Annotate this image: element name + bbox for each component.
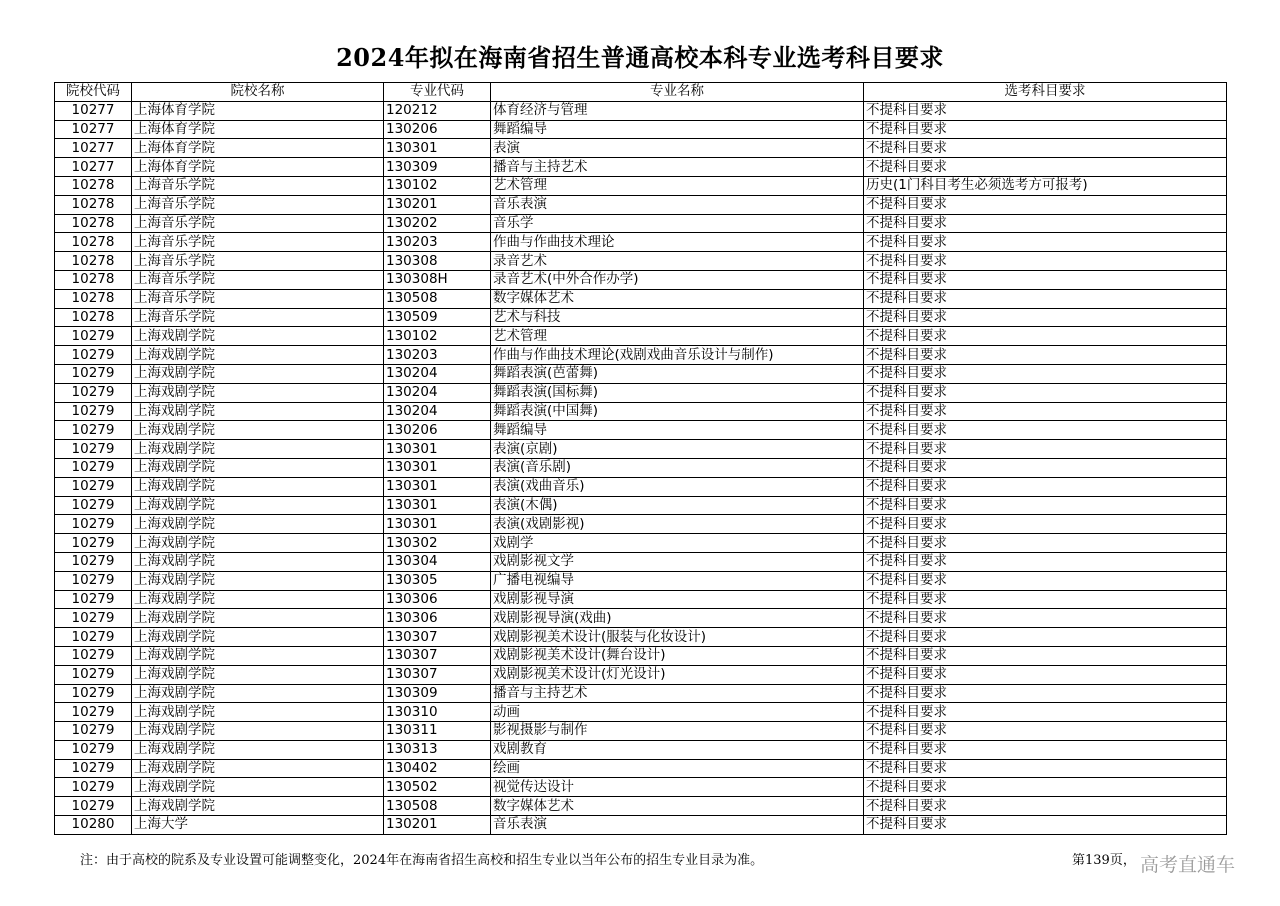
major-code-cell: 130309 xyxy=(384,158,491,177)
school-code-cell: 10279 xyxy=(55,665,132,684)
major-code-cell: 130306 xyxy=(384,590,491,609)
school-name-cell: 上海戏剧学院 xyxy=(132,552,384,571)
subject-requirement-cell: 不提科目要求 xyxy=(864,571,1227,590)
major-code-cell: 130306 xyxy=(384,609,491,628)
major-name-cell: 表演(音乐剧) xyxy=(491,458,864,477)
major-name-cell: 数字媒体艺术 xyxy=(491,797,864,816)
major-code-cell: 130301 xyxy=(384,440,491,459)
school-code-cell: 10277 xyxy=(55,158,132,177)
school-name-cell: 上海戏剧学院 xyxy=(132,646,384,665)
school-name-cell: 上海音乐学院 xyxy=(132,289,384,308)
school-code-cell: 10277 xyxy=(55,139,132,158)
table-row xyxy=(55,214,1227,233)
major-name-cell: 艺术管理 xyxy=(491,176,864,195)
major-name-cell: 戏剧学 xyxy=(491,534,864,553)
table-row xyxy=(55,740,1227,759)
school-code-cell: 10279 xyxy=(55,346,132,365)
major-code-cell: 130509 xyxy=(384,308,491,327)
major-name-cell: 广播电视编导 xyxy=(491,571,864,590)
major-name-cell: 音乐学 xyxy=(491,214,864,233)
table-row xyxy=(55,458,1227,477)
major-code-cell: 130502 xyxy=(384,778,491,797)
table-row xyxy=(55,797,1227,816)
major-name-cell: 数字媒体艺术 xyxy=(491,289,864,308)
table-row xyxy=(55,158,1227,177)
major-code-cell: 130307 xyxy=(384,665,491,684)
major-name-cell: 舞蹈编导 xyxy=(491,421,864,440)
school-name-cell: 上海戏剧学院 xyxy=(132,740,384,759)
school-code-cell: 10279 xyxy=(55,327,132,346)
major-code-cell: 130204 xyxy=(384,402,491,421)
major-code-cell: 130310 xyxy=(384,703,491,722)
major-name-cell: 表演(戏曲音乐) xyxy=(491,477,864,496)
table-row xyxy=(55,364,1227,383)
table-row xyxy=(55,552,1227,571)
school-name-cell: 上海戏剧学院 xyxy=(132,458,384,477)
page-number: 第139页， xyxy=(1072,853,1136,868)
table-row xyxy=(55,176,1227,195)
subject-requirement-cell: 不提科目要求 xyxy=(864,628,1227,647)
header-subject-requirement: 选考科目要求 xyxy=(864,83,1227,102)
subject-requirement-cell: 不提科目要求 xyxy=(864,327,1227,346)
major-code-cell: 130201 xyxy=(384,195,491,214)
school-name-cell: 上海戏剧学院 xyxy=(132,797,384,816)
major-name-cell: 戏剧影视导演(戏曲) xyxy=(491,609,864,628)
table-row xyxy=(55,496,1227,515)
table-row xyxy=(55,252,1227,271)
table-row xyxy=(55,477,1227,496)
header-school-code: 院校代码 xyxy=(55,83,132,102)
subject-requirement-cell: 不提科目要求 xyxy=(864,797,1227,816)
school-code-cell: 10278 xyxy=(55,289,132,308)
subject-requirement-cell: 不提科目要求 xyxy=(864,383,1227,402)
school-name-cell: 上海体育学院 xyxy=(132,139,384,158)
school-name-cell: 上海体育学院 xyxy=(132,158,384,177)
table-row xyxy=(55,402,1227,421)
table-row xyxy=(55,327,1227,346)
subject-requirement-cell: 不提科目要求 xyxy=(864,139,1227,158)
school-code-cell: 10279 xyxy=(55,458,132,477)
major-code-cell: 130102 xyxy=(384,327,491,346)
school-code-cell: 10278 xyxy=(55,308,132,327)
subject-requirement-cell: 不提科目要求 xyxy=(864,214,1227,233)
school-code-cell: 10279 xyxy=(55,421,132,440)
major-code-cell: 130309 xyxy=(384,684,491,703)
subject-requirement-cell: 不提科目要求 xyxy=(864,233,1227,252)
major-code-cell: 130203 xyxy=(384,346,491,365)
subject-requirement-cell: 不提科目要求 xyxy=(864,816,1227,835)
subject-requirement-cell: 不提科目要求 xyxy=(864,684,1227,703)
major-name-cell: 播音与主持艺术 xyxy=(491,158,864,177)
major-name-cell: 音乐表演 xyxy=(491,816,864,835)
major-code-cell: 130204 xyxy=(384,364,491,383)
school-code-cell: 10279 xyxy=(55,722,132,741)
major-code-cell: 130301 xyxy=(384,496,491,515)
major-code-cell: 130201 xyxy=(384,816,491,835)
subject-requirement-cell: 不提科目要求 xyxy=(864,252,1227,271)
table-row xyxy=(55,571,1227,590)
school-code-cell: 10279 xyxy=(55,571,132,590)
major-name-cell: 舞蹈表演(芭蕾舞) xyxy=(491,364,864,383)
major-name-cell: 视觉传达设计 xyxy=(491,778,864,797)
school-code-cell: 10279 xyxy=(55,496,132,515)
subject-requirement-cell: 历史(1门科目考生必须选考方可报考) xyxy=(864,176,1227,195)
table-row xyxy=(55,101,1227,120)
table-row xyxy=(55,308,1227,327)
major-code-cell: 130308 xyxy=(384,252,491,271)
major-name-cell: 作曲与作曲技术理论 xyxy=(491,233,864,252)
header-major-name: 专业名称 xyxy=(491,83,864,102)
table-row xyxy=(55,534,1227,553)
major-name-cell: 戏剧影视导演 xyxy=(491,590,864,609)
school-code-cell: 10278 xyxy=(55,270,132,289)
major-code-cell: 130301 xyxy=(384,515,491,534)
major-code-cell: 130302 xyxy=(384,534,491,553)
school-code-cell: 10279 xyxy=(55,590,132,609)
school-name-cell: 上海戏剧学院 xyxy=(132,364,384,383)
school-name-cell: 上海戏剧学院 xyxy=(132,778,384,797)
table-row xyxy=(55,515,1227,534)
school-code-cell: 10277 xyxy=(55,101,132,120)
school-name-cell: 上海戏剧学院 xyxy=(132,515,384,534)
subject-requirement-cell: 不提科目要求 xyxy=(864,703,1227,722)
major-name-cell: 表演 xyxy=(491,139,864,158)
major-code-cell: 130304 xyxy=(384,552,491,571)
header-major-code: 专业代码 xyxy=(384,83,491,102)
school-code-cell: 10279 xyxy=(55,684,132,703)
major-name-cell: 表演(戏剧影视) xyxy=(491,515,864,534)
table-row xyxy=(55,195,1227,214)
school-code-cell: 10279 xyxy=(55,759,132,778)
school-name-cell: 上海音乐学院 xyxy=(132,214,384,233)
table-row xyxy=(55,590,1227,609)
subject-requirement-cell: 不提科目要求 xyxy=(864,308,1227,327)
school-name-cell: 上海戏剧学院 xyxy=(132,722,384,741)
major-code-cell: 130301 xyxy=(384,477,491,496)
school-code-cell: 10279 xyxy=(55,383,132,402)
major-name-cell: 戏剧影视文学 xyxy=(491,552,864,571)
table-row xyxy=(55,816,1227,835)
major-code-cell: 130508 xyxy=(384,797,491,816)
school-name-cell: 上海戏剧学院 xyxy=(132,440,384,459)
school-name-cell: 上海体育学院 xyxy=(132,120,384,139)
footer-note: 注：由于高校的院系及专业设置可能调整变化，2024年在海南省招生高校和招生专业以当年公布的招生专业目录为准。 xyxy=(80,853,764,868)
school-code-cell: 10278 xyxy=(55,252,132,271)
school-name-cell: 上海大学 xyxy=(132,816,384,835)
subject-requirement-cell: 不提科目要求 xyxy=(864,759,1227,778)
table-row xyxy=(55,665,1227,684)
major-code-cell: 120212 xyxy=(384,101,491,120)
subject-requirement-cell: 不提科目要求 xyxy=(864,440,1227,459)
table-row xyxy=(55,120,1227,139)
subject-requirement-cell: 不提科目要求 xyxy=(864,740,1227,759)
school-code-cell: 10279 xyxy=(55,534,132,553)
school-code-cell: 10278 xyxy=(55,176,132,195)
subject-requirement-cell: 不提科目要求 xyxy=(864,665,1227,684)
school-code-cell: 10279 xyxy=(55,402,132,421)
subject-requirement-cell: 不提科目要求 xyxy=(864,346,1227,365)
table-body xyxy=(55,101,1227,834)
school-name-cell: 上海戏剧学院 xyxy=(132,534,384,553)
major-name-cell: 体育经济与管理 xyxy=(491,101,864,120)
school-name-cell: 上海戏剧学院 xyxy=(132,684,384,703)
subject-requirement-cell: 不提科目要求 xyxy=(864,477,1227,496)
major-name-cell: 艺术与科技 xyxy=(491,308,864,327)
subject-requirement-cell: 不提科目要求 xyxy=(864,402,1227,421)
major-name-cell: 舞蹈表演(中国舞) xyxy=(491,402,864,421)
school-name-cell: 上海音乐学院 xyxy=(132,195,384,214)
school-name-cell: 上海戏剧学院 xyxy=(132,590,384,609)
school-code-cell: 10279 xyxy=(55,609,132,628)
table-row xyxy=(55,139,1227,158)
table-row xyxy=(55,270,1227,289)
school-name-cell: 上海戏剧学院 xyxy=(132,383,384,402)
school-name-cell: 上海音乐学院 xyxy=(132,252,384,271)
subject-requirement-cell: 不提科目要求 xyxy=(864,515,1227,534)
major-name-cell: 表演(木偶) xyxy=(491,496,864,515)
subject-requirement-cell: 不提科目要求 xyxy=(864,609,1227,628)
table-row xyxy=(55,383,1227,402)
watermark: 高考直通车 xyxy=(1140,854,1236,876)
major-code-cell: 130508 xyxy=(384,289,491,308)
major-code-cell: 130206 xyxy=(384,120,491,139)
school-name-cell: 上海音乐学院 xyxy=(132,176,384,195)
subject-requirement-cell: 不提科目要求 xyxy=(864,421,1227,440)
subject-requirement-cell: 不提科目要求 xyxy=(864,778,1227,797)
school-code-cell: 10280 xyxy=(55,816,132,835)
subject-requirement-cell: 不提科目要求 xyxy=(864,458,1227,477)
school-name-cell: 上海戏剧学院 xyxy=(132,421,384,440)
major-name-cell: 戏剧影视美术设计(舞台设计) xyxy=(491,646,864,665)
school-code-cell: 10279 xyxy=(55,778,132,797)
major-name-cell: 戏剧教育 xyxy=(491,740,864,759)
major-name-cell: 艺术管理 xyxy=(491,327,864,346)
major-name-cell: 舞蹈编导 xyxy=(491,120,864,139)
major-name-cell: 戏剧影视美术设计(灯光设计) xyxy=(491,665,864,684)
school-code-cell: 10279 xyxy=(55,797,132,816)
school-code-cell: 10279 xyxy=(55,515,132,534)
table-row xyxy=(55,609,1227,628)
school-name-cell: 上海戏剧学院 xyxy=(132,571,384,590)
subject-requirement-cell: 不提科目要求 xyxy=(864,722,1227,741)
major-code-cell: 130102 xyxy=(384,176,491,195)
subject-requirement-cell: 不提科目要求 xyxy=(864,364,1227,383)
table-row xyxy=(55,778,1227,797)
subject-requirement-cell: 不提科目要求 xyxy=(864,289,1227,308)
subject-requirement-cell: 不提科目要求 xyxy=(864,270,1227,289)
subject-requirement-cell: 不提科目要求 xyxy=(864,101,1227,120)
page-title: 2024年拟在海南省招生普通高校本科专业选考科目要求 xyxy=(336,43,944,72)
school-code-cell: 10279 xyxy=(55,440,132,459)
table-row xyxy=(55,759,1227,778)
school-name-cell: 上海体育学院 xyxy=(132,101,384,120)
school-code-cell: 10279 xyxy=(55,646,132,665)
major-code-cell: 130308H xyxy=(384,270,491,289)
school-code-cell: 10277 xyxy=(55,120,132,139)
school-name-cell: 上海戏剧学院 xyxy=(132,759,384,778)
major-code-cell: 130313 xyxy=(384,740,491,759)
table-row xyxy=(55,722,1227,741)
table-row xyxy=(55,289,1227,308)
table-row xyxy=(55,628,1227,647)
school-name-cell: 上海戏剧学院 xyxy=(132,346,384,365)
school-code-cell: 10279 xyxy=(55,477,132,496)
school-name-cell: 上海戏剧学院 xyxy=(132,609,384,628)
major-code-cell: 130204 xyxy=(384,383,491,402)
major-name-cell: 影视摄影与制作 xyxy=(491,722,864,741)
requirements-table xyxy=(54,82,1227,835)
major-name-cell: 录音艺术 xyxy=(491,252,864,271)
major-name-cell: 动画 xyxy=(491,703,864,722)
major-code-cell: 130301 xyxy=(384,458,491,477)
major-code-cell: 130402 xyxy=(384,759,491,778)
table-row xyxy=(55,684,1227,703)
major-name-cell: 作曲与作曲技术理论(戏剧戏曲音乐设计与制作) xyxy=(491,346,864,365)
school-code-cell: 10279 xyxy=(55,364,132,383)
table-row xyxy=(55,440,1227,459)
school-name-cell: 上海戏剧学院 xyxy=(132,496,384,515)
major-name-cell: 音乐表演 xyxy=(491,195,864,214)
school-name-cell: 上海戏剧学院 xyxy=(132,402,384,421)
table-row xyxy=(55,703,1227,722)
major-code-cell: 130301 xyxy=(384,139,491,158)
school-code-cell: 10279 xyxy=(55,628,132,647)
school-code-cell: 10279 xyxy=(55,703,132,722)
major-code-cell: 130206 xyxy=(384,421,491,440)
major-code-cell: 130307 xyxy=(384,628,491,647)
table-row xyxy=(55,646,1227,665)
subject-requirement-cell: 不提科目要求 xyxy=(864,195,1227,214)
table-header-row xyxy=(55,83,1227,102)
subject-requirement-cell: 不提科目要求 xyxy=(864,496,1227,515)
school-code-cell: 10279 xyxy=(55,552,132,571)
school-code-cell: 10278 xyxy=(55,233,132,252)
major-name-cell: 录音艺术(中外合作办学) xyxy=(491,270,864,289)
school-name-cell: 上海戏剧学院 xyxy=(132,628,384,647)
subject-requirement-cell: 不提科目要求 xyxy=(864,646,1227,665)
school-code-cell: 10279 xyxy=(55,740,132,759)
table-row xyxy=(55,421,1227,440)
major-name-cell: 戏剧影视美术设计(服装与化妆设计) xyxy=(491,628,864,647)
subject-requirement-cell: 不提科目要求 xyxy=(864,534,1227,553)
major-name-cell: 绘画 xyxy=(491,759,864,778)
school-code-cell: 10278 xyxy=(55,214,132,233)
major-code-cell: 130307 xyxy=(384,646,491,665)
school-name-cell: 上海戏剧学院 xyxy=(132,477,384,496)
table-row xyxy=(55,346,1227,365)
school-code-cell: 10278 xyxy=(55,195,132,214)
school-name-cell: 上海音乐学院 xyxy=(132,270,384,289)
school-name-cell: 上海戏剧学院 xyxy=(132,665,384,684)
major-name-cell: 舞蹈表演(国标舞) xyxy=(491,383,864,402)
table-row xyxy=(55,233,1227,252)
major-code-cell: 130202 xyxy=(384,214,491,233)
header-school-name: 院校名称 xyxy=(132,83,384,102)
major-code-cell: 130311 xyxy=(384,722,491,741)
major-code-cell: 130305 xyxy=(384,571,491,590)
major-name-cell: 播音与主持艺术 xyxy=(491,684,864,703)
major-code-cell: 130203 xyxy=(384,233,491,252)
school-name-cell: 上海音乐学院 xyxy=(132,308,384,327)
subject-requirement-cell: 不提科目要求 xyxy=(864,590,1227,609)
school-name-cell: 上海戏剧学院 xyxy=(132,703,384,722)
major-name-cell: 表演(京剧) xyxy=(491,440,864,459)
subject-requirement-cell: 不提科目要求 xyxy=(864,552,1227,571)
school-name-cell: 上海音乐学院 xyxy=(132,233,384,252)
subject-requirement-cell: 不提科目要求 xyxy=(864,120,1227,139)
school-name-cell: 上海戏剧学院 xyxy=(132,327,384,346)
subject-requirement-cell: 不提科目要求 xyxy=(864,158,1227,177)
